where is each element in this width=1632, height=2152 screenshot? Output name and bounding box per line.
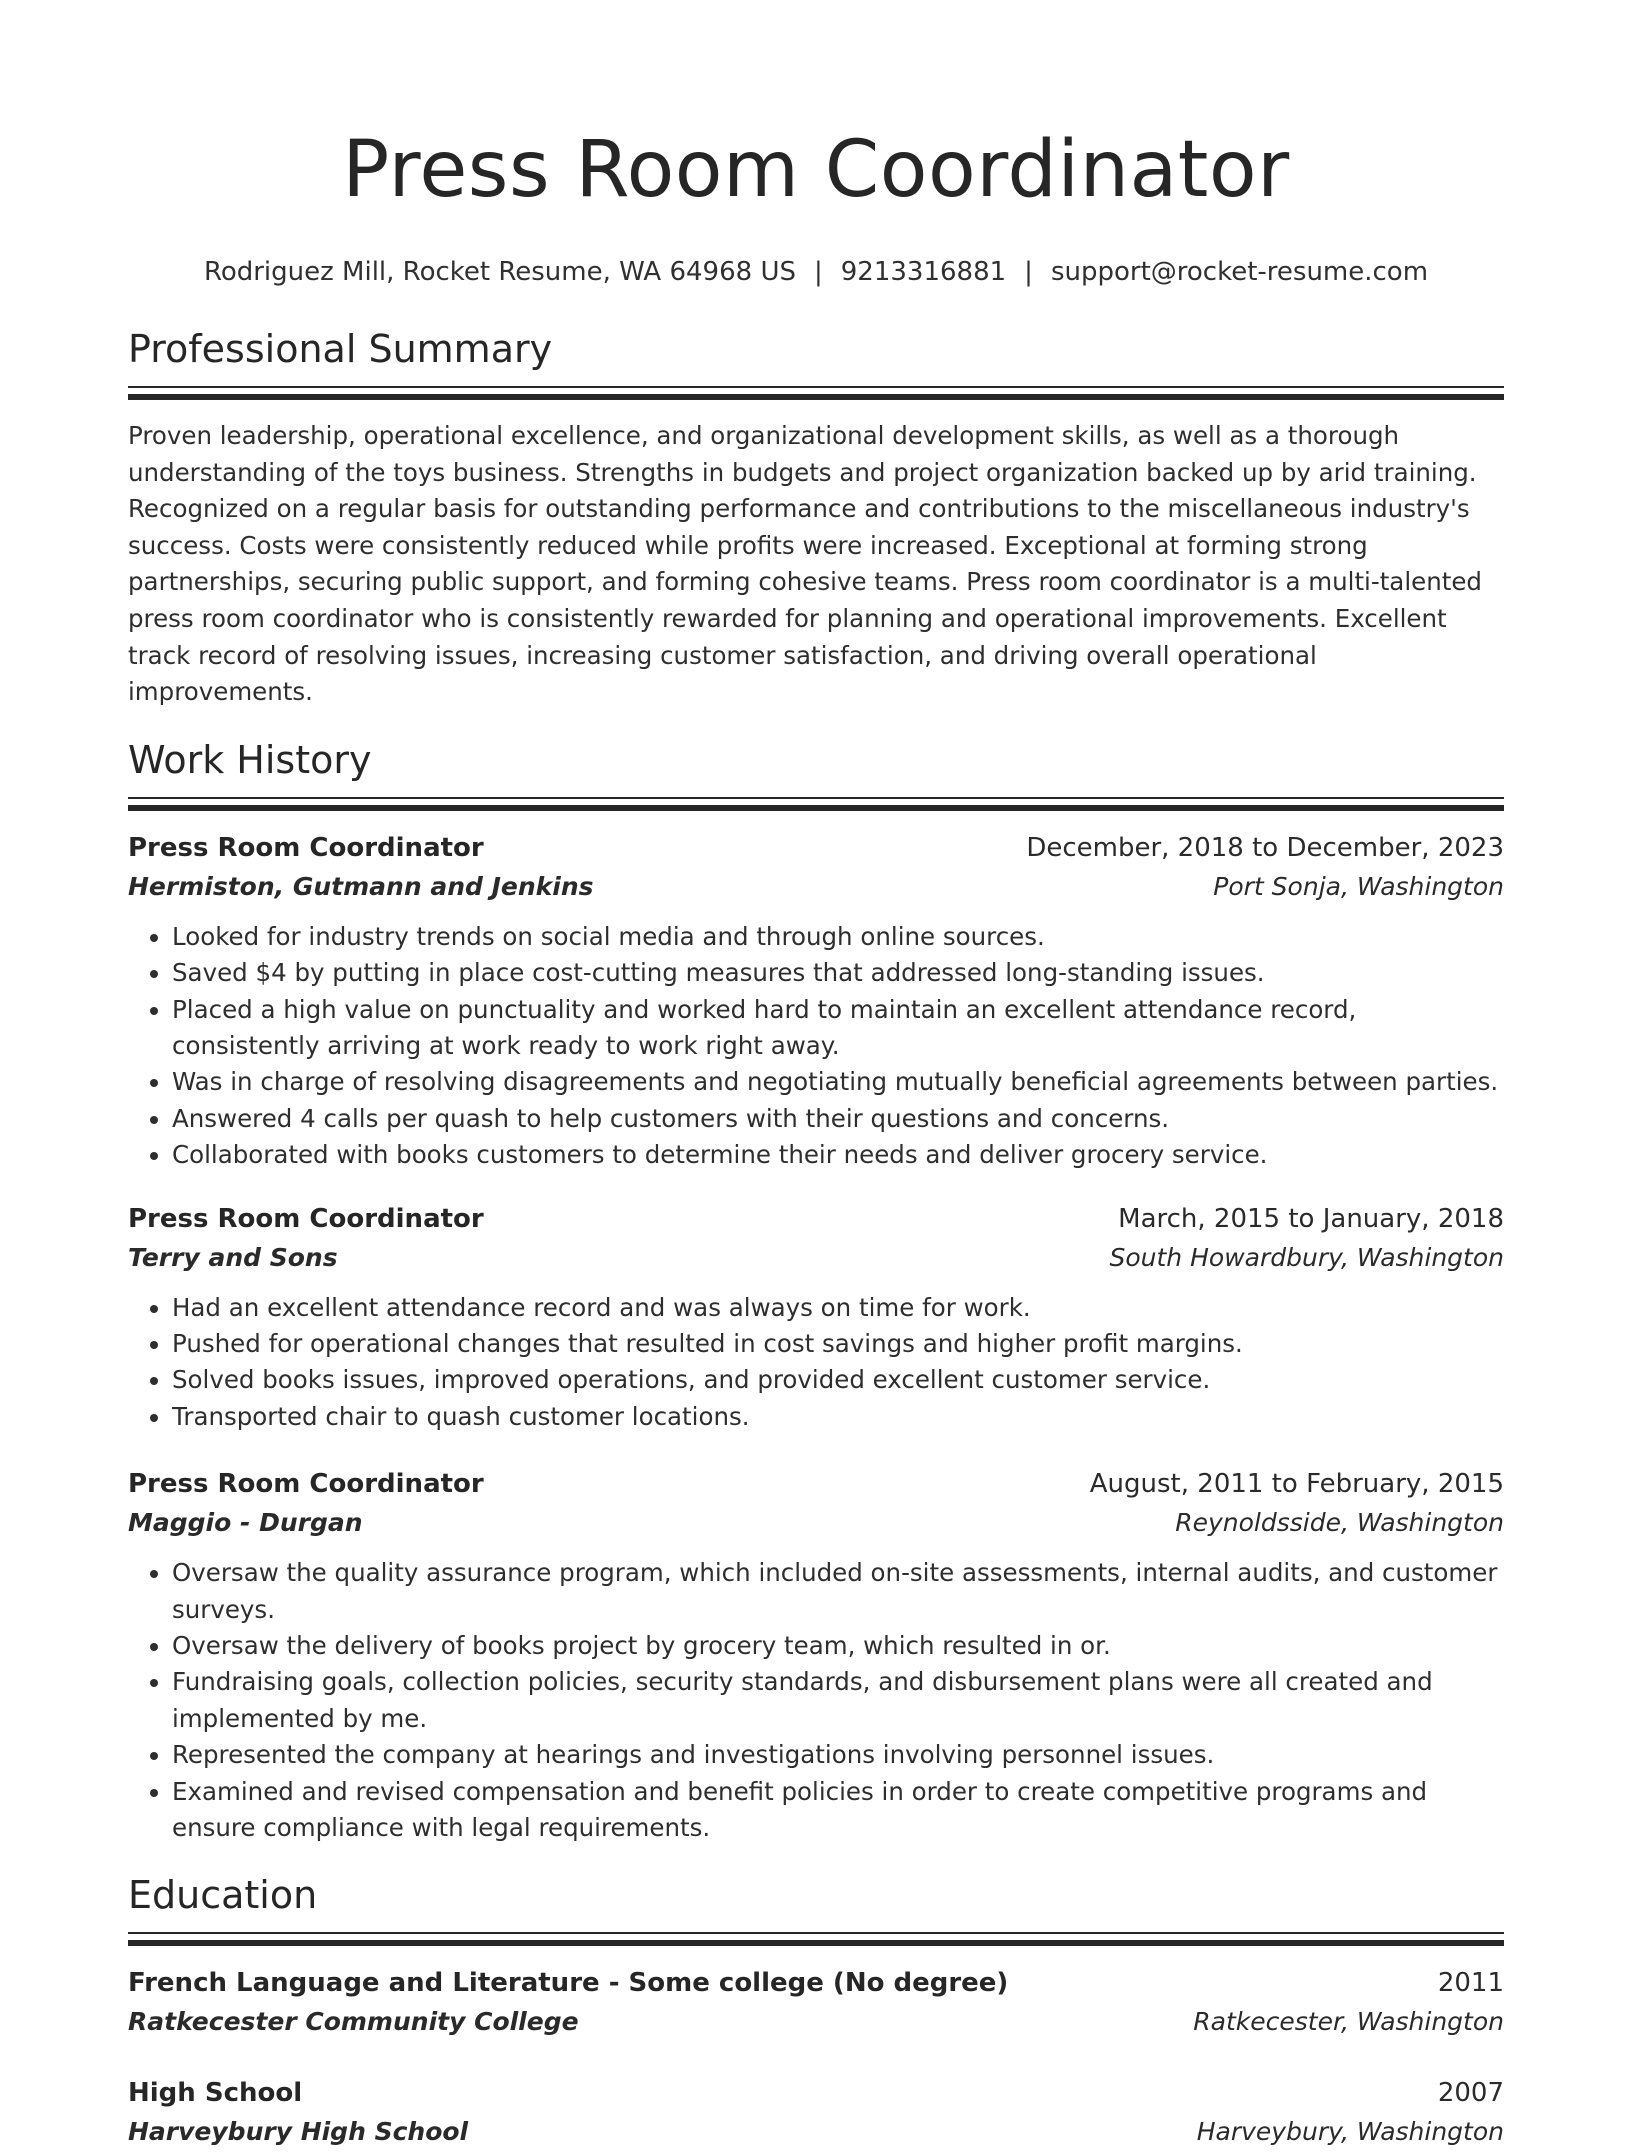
job-title: Press Room Coordinator bbox=[128, 832, 484, 863]
contact-separator: | bbox=[1024, 257, 1033, 287]
work-history-title: Work History bbox=[128, 737, 372, 782]
summary-section bbox=[128, 324, 1504, 711]
contact-address: Rodriguez Mill, Rocket Resume, WA 64968 US bbox=[203, 257, 796, 287]
education-title: Education bbox=[128, 1873, 318, 1918]
job-location: South Howardbury, Washington bbox=[1109, 1242, 1504, 1272]
list-item: • Pushed for operational changes that resulted in cost savings and higher profit margins. bbox=[172, 1326, 1504, 1362]
job-title: Press Room Coordinator bbox=[128, 1469, 484, 1500]
summary-text: Proven leadership, operational excellence, and organizational development skills, as well as a thorough understanding of the toys business. Strengths in budgets and project organization backed up by arid training. Recognized on a regular basis for outstanding performance and contributions to the miscellaneous industry's success. Costs were consistently reduced while profits were increased. Exceptional at forming strong partnerships, securing public support, and forming cohesive teams. Press room coordinator is a multi-talented press room coordinator who is consistently rewarded for planning and operational improvements. Excellent track record of resolving issues, increasing customer satisfaction, and driving overall operational improvements. bbox=[128, 421, 1482, 707]
list-item: • Solved books issues, improved operations, and provided excellent customer service. bbox=[172, 1362, 1504, 1398]
list-item: • Had an excellent attendance record and was always on time for work. bbox=[172, 1290, 1504, 1326]
job-header-row bbox=[128, 1200, 1504, 1238]
contact-line bbox=[128, 254, 1504, 290]
job-company: Maggio - Durgan bbox=[128, 1508, 363, 1538]
contact-phone: 9213316881 bbox=[840, 257, 1007, 287]
job-dates: March, 2015 to January, 2018 bbox=[1118, 1203, 1504, 1234]
job-company-row bbox=[128, 1238, 1504, 1278]
job-company: Hermiston, Gutmann and Jenkins bbox=[128, 871, 594, 901]
section-divider bbox=[128, 386, 1504, 400]
contact-email: support@rocket-resume.com bbox=[1050, 257, 1429, 287]
summary-title: Professional Summary bbox=[128, 327, 553, 371]
list-item: • Collaborated with books customers to determine their needs and deliver grocery service. bbox=[172, 1137, 1504, 1173]
list-item: • Oversaw the delivery of books project by grocery team, which resulted in or. bbox=[172, 1628, 1504, 1664]
education-school-row bbox=[128, 2002, 1504, 2042]
education-section bbox=[128, 1870, 1504, 2152]
job-company: Terry and Sons bbox=[128, 1242, 338, 1272]
list-item: • Represented the company at hearings and investigations involving personnel issues. bbox=[172, 1737, 1504, 1773]
job-header-row bbox=[128, 829, 1504, 867]
list-item: • Fundraising goals, collection policies, security standards, and disbursement plans were all created and implemented by me. bbox=[172, 1664, 1504, 1737]
list-item: • Looked for industry trends on social media and through online sources. bbox=[172, 919, 1504, 955]
job-company-row bbox=[128, 1503, 1504, 1543]
job-bullets bbox=[128, 1290, 1504, 1436]
resume-name: Press Room Coordinator bbox=[342, 125, 1290, 215]
education-degree: High School bbox=[128, 2078, 303, 2109]
list-item: • Transported chair to quash customer locations. bbox=[172, 1399, 1504, 1435]
job-bullets bbox=[128, 1555, 1504, 1846]
education-year: 2011 bbox=[1437, 1968, 1504, 1999]
section-divider bbox=[128, 1932, 1504, 1946]
education-school: Ratkecester Community College bbox=[128, 2007, 579, 2037]
list-item: • Saved $4 by putting in place cost-cutting measures that addressed long-standing issues. bbox=[172, 955, 1504, 991]
job-entry bbox=[128, 1200, 1504, 1436]
job-company-row bbox=[128, 867, 1504, 907]
education-entry bbox=[128, 2074, 1504, 2152]
job-title: Press Room Coordinator bbox=[128, 1203, 484, 1234]
job-dates: August, 2011 to February, 2015 bbox=[1089, 1469, 1504, 1500]
section-divider bbox=[128, 797, 1504, 811]
list-item: • Oversaw the quality assurance program, which included on-site assessments, internal audits, and customer surveys. bbox=[172, 1555, 1504, 1628]
job-location: Port Sonja, Washington bbox=[1213, 871, 1504, 901]
education-location: Ratkecester, Washington bbox=[1193, 2007, 1504, 2037]
education-header-row bbox=[128, 1964, 1504, 2002]
education-year: 2007 bbox=[1437, 2078, 1504, 2109]
education-location: Harveybury, Washington bbox=[1196, 2117, 1504, 2147]
list-item: • Placed a high value on punctuality and worked hard to maintain an excellent attendance record, consistently arriving at work ready to work right away. bbox=[172, 992, 1504, 1065]
job-location: Reynoldsside, Washington bbox=[1175, 1508, 1504, 1538]
list-item: • Answered 4 calls per quash to help customers with their questions and concerns. bbox=[172, 1101, 1504, 1137]
list-item: • Examined and revised compensation and benefit policies in order to create competitive programs and ensure compliance with legal requirements. bbox=[172, 1774, 1504, 1847]
education-entry bbox=[128, 1964, 1504, 2042]
work-history-section bbox=[128, 735, 1504, 1847]
education-school-row bbox=[128, 2112, 1504, 2152]
list-item: • Was in charge of resolving disagreements and negotiating mutually beneficial agreements between parties. bbox=[172, 1064, 1504, 1100]
job-header-row bbox=[128, 1465, 1504, 1503]
education-school: Harveybury High School bbox=[128, 2117, 469, 2147]
job-bullets bbox=[128, 919, 1504, 1174]
job-entry bbox=[128, 1465, 1504, 1846]
education-header-row bbox=[128, 2074, 1504, 2112]
job-entry bbox=[128, 829, 1504, 1174]
contact-separator: | bbox=[813, 257, 823, 287]
education-degree: French Language and Literature - Some college (No degree) bbox=[128, 1968, 1009, 1999]
job-dates: December, 2018 to December, 2023 bbox=[1026, 832, 1504, 863]
